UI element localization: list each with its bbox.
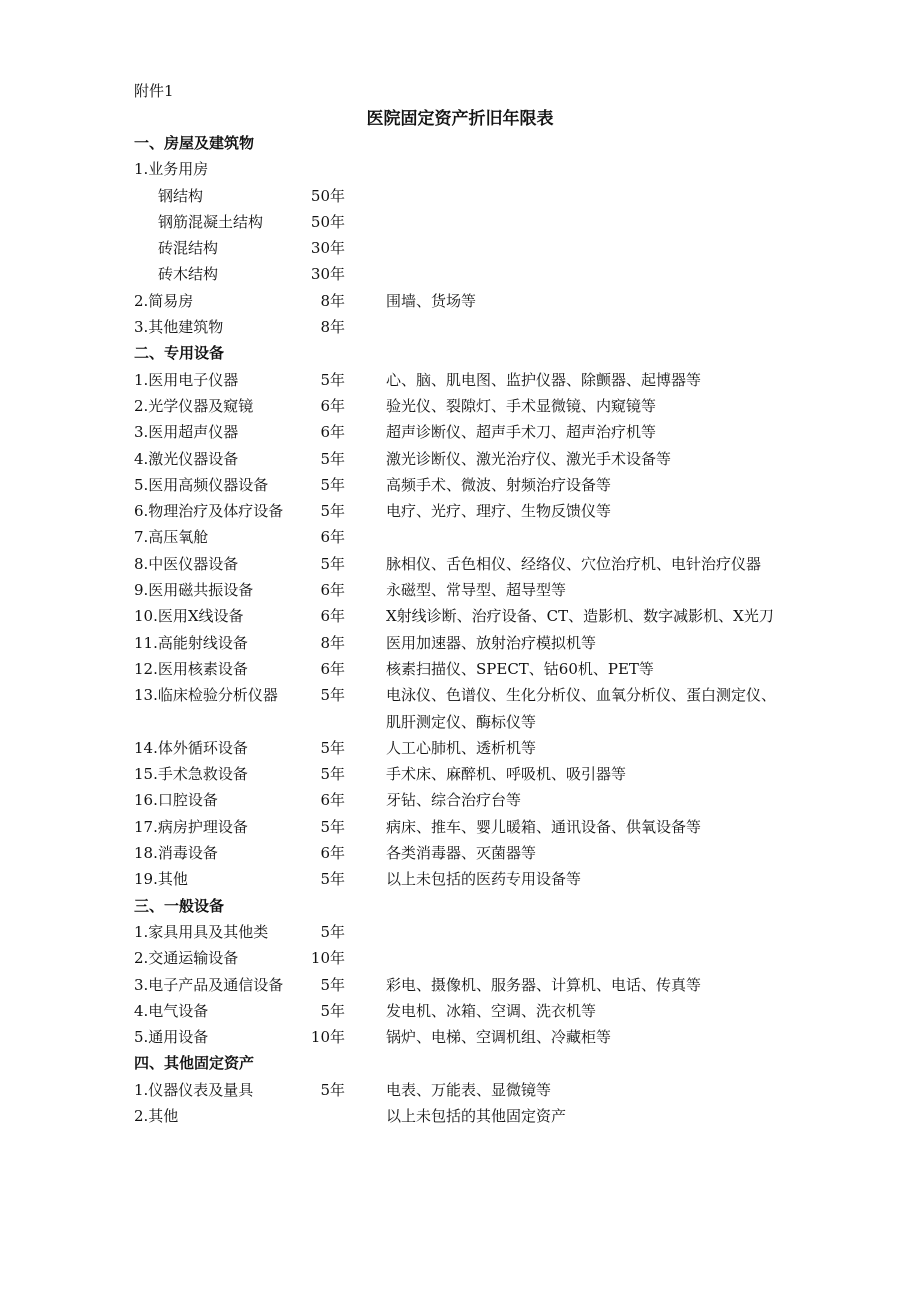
table-row — [0, 367, 920, 393]
asset-examples: 电疗、光疗、理疗、生物反馈仪等 — [386, 502, 612, 521]
table-row — [0, 866, 920, 892]
asset-name: 5.医用高频仪器设备 — [134, 475, 269, 494]
asset-name: 3.医用超声仪器 — [134, 423, 239, 442]
asset-examples: 激光诊断仪、激光治疗仪、激光手术设备等 — [386, 449, 672, 468]
depreciation-years: 5年 — [320, 475, 345, 494]
table-row — [0, 235, 920, 261]
depreciation-years: 5年 — [320, 738, 345, 757]
section-heading-text: 三、一般设备 — [134, 896, 225, 915]
section-heading — [0, 340, 920, 366]
table-row — [0, 840, 920, 866]
asset-name: 3.电子产品及通信设备 — [134, 975, 284, 994]
page-title: 医院固定资产折旧年限表 — [366, 109, 554, 129]
asset-examples: 心、脑、肌电图、监护仪器、除颤器、起博器等 — [386, 370, 702, 389]
section-heading-text: 四、其他固定资产 — [134, 1054, 255, 1073]
depreciation-years: 5年 — [320, 975, 345, 994]
asset-name: 15.手术急救设备 — [134, 765, 248, 784]
table-row — [0, 1103, 920, 1129]
asset-name: 14.体外循环设备 — [134, 738, 248, 757]
depreciation-years: 6年 — [320, 791, 345, 810]
depreciation-years: 8年 — [320, 318, 345, 337]
depreciation-table — [0, 130, 920, 1129]
depreciation-years: 10年 — [310, 949, 345, 968]
asset-name: 2.简易房 — [134, 291, 194, 310]
asset-examples: 肌肝测定仪、酶标仪等 — [386, 712, 537, 731]
table-row — [0, 972, 920, 998]
asset-examples: 围墙、货场等 — [386, 291, 477, 310]
asset-examples: 锅炉、电梯、空调机组、冷藏柜等 — [386, 1028, 612, 1047]
asset-examples: 核素扫描仪、SPECT、钴60机、PET等 — [386, 659, 654, 678]
depreciation-years: 10年 — [310, 1028, 345, 1047]
depreciation-years: 8年 — [320, 291, 345, 310]
table-row — [0, 682, 920, 708]
asset-name: 1.仪器仪表及量具 — [134, 1080, 254, 1099]
table-row — [0, 656, 920, 682]
depreciation-years: 5年 — [320, 554, 345, 573]
depreciation-years: 5年 — [320, 449, 345, 468]
table-row — [0, 761, 920, 787]
depreciation-years: 5年 — [320, 686, 345, 705]
depreciation-years: 6年 — [320, 844, 345, 863]
asset-examples: 以上未包括的其他固定资产 — [386, 1106, 567, 1125]
asset-examples: 彩电、摄像机、服务器、计算机、电话、传真等 — [386, 975, 702, 994]
depreciation-years: 5年 — [320, 1001, 345, 1020]
attachment-label: 附件1 — [134, 82, 174, 100]
depreciation-years: 30年 — [310, 265, 345, 284]
asset-name: 砖木结构 — [158, 265, 219, 284]
depreciation-years: 6年 — [320, 607, 345, 626]
table-row — [0, 393, 920, 419]
asset-name: 5.通用设备 — [134, 1028, 209, 1047]
table-row — [0, 919, 920, 945]
asset-name: 12.医用核素设备 — [134, 659, 248, 678]
depreciation-years: 8年 — [320, 633, 345, 652]
asset-examples: 病床、推车、婴儿暖箱、通讯设备、供氧设备等 — [386, 817, 702, 836]
asset-name: 8.中医仪器设备 — [134, 554, 239, 573]
table-row — [0, 183, 920, 209]
asset-name: 13.临床检验分析仪器 — [134, 686, 278, 705]
table-row — [0, 735, 920, 761]
depreciation-years: 5年 — [320, 765, 345, 784]
asset-examples: 以上未包括的医药专用设备等 — [386, 870, 582, 889]
asset-name: 砖混结构 — [158, 239, 219, 258]
depreciation-years: 5年 — [320, 817, 345, 836]
depreciation-years: 5年 — [320, 870, 345, 889]
section-heading — [0, 893, 920, 919]
table-row — [0, 603, 920, 629]
asset-name: 18.消毒设备 — [134, 844, 218, 863]
asset-name: 2.交通运输设备 — [134, 949, 239, 968]
asset-examples: 脉相仪、舌色相仪、经络仪、穴位治疗机、电针治疗仪器 — [386, 554, 762, 573]
asset-name: 3.其他建筑物 — [134, 318, 224, 337]
asset-examples: 超声诊断仪、超声手术刀、超声治疗机等 — [386, 423, 657, 442]
table-row — [0, 1024, 920, 1050]
asset-name: 4.电气设备 — [134, 1001, 209, 1020]
table-row — [0, 419, 920, 445]
depreciation-years: 50年 — [310, 186, 345, 205]
depreciation-years: 50年 — [310, 212, 345, 231]
table-row — [0, 998, 920, 1024]
depreciation-years: 6年 — [320, 581, 345, 600]
asset-name: 钢筋混凝土结构 — [158, 212, 264, 231]
asset-examples: 永磁型、常导型、超导型等 — [386, 581, 567, 600]
asset-name: 17.病房护理设备 — [134, 817, 248, 836]
asset-name: 钢结构 — [158, 186, 204, 205]
asset-examples: 电泳仪、色谱仪、生化分析仪、血氧分析仪、蛋白测定仪、 — [386, 686, 777, 705]
asset-name: 4.激光仪器设备 — [134, 449, 239, 468]
table-row — [0, 498, 920, 524]
section-heading — [0, 130, 920, 156]
asset-name: 16.口腔设备 — [134, 791, 218, 810]
depreciation-years: 5年 — [320, 922, 345, 941]
asset-name: 19.其他 — [134, 870, 188, 889]
asset-examples: 人工心肺机、透析机等 — [386, 738, 537, 757]
depreciation-years: 30年 — [310, 239, 345, 258]
table-row — [0, 288, 920, 314]
table-row — [0, 314, 920, 340]
asset-examples: 验光仪、裂隙灯、手术显微镜、内窥镜等 — [386, 396, 657, 415]
asset-examples: 牙钻、综合治疗台等 — [386, 791, 522, 810]
depreciation-years: 5年 — [320, 1080, 345, 1099]
section-heading-text: 二、专用设备 — [134, 344, 225, 363]
section-heading-text: 一、房屋及建筑物 — [134, 134, 255, 152]
asset-name: 1.医用电子仪器 — [134, 370, 239, 389]
asset-name: 11.高能射线设备 — [134, 633, 248, 652]
asset-examples: 电表、万能表、显微镜等 — [386, 1080, 552, 1099]
table-row — [0, 472, 920, 498]
table-row — [0, 1077, 920, 1103]
table-row — [0, 814, 920, 840]
table-row — [0, 261, 920, 287]
asset-name: 1.业务用房 — [134, 160, 209, 179]
table-row — [0, 524, 920, 550]
table-row — [0, 787, 920, 813]
table-row — [0, 577, 920, 603]
asset-name: 7.高压氧舱 — [134, 528, 209, 547]
asset-name: 9.医用磁共振设备 — [134, 581, 254, 600]
asset-examples: 发电机、冰箱、空调、洗衣机等 — [386, 1001, 597, 1020]
asset-name: 10.医用X线设备 — [134, 607, 244, 626]
asset-examples: 高频手术、微波、射频治疗设备等 — [386, 475, 612, 494]
asset-examples: 手术床、麻醉机、呼吸机、吸引器等 — [386, 765, 627, 784]
asset-name: 2.其他 — [134, 1106, 179, 1125]
depreciation-years: 5年 — [320, 370, 345, 389]
table-row — [0, 630, 920, 656]
asset-examples: 各类消毒器、灭菌器等 — [386, 844, 537, 863]
depreciation-years: 6年 — [320, 396, 345, 415]
table-row — [0, 209, 920, 235]
depreciation-years: 6年 — [320, 659, 345, 678]
table-row — [0, 446, 920, 472]
asset-name: 6.物理治疗及体疗设备 — [134, 502, 284, 521]
depreciation-years: 6年 — [320, 423, 345, 442]
section-heading — [0, 1050, 920, 1076]
asset-examples: X射线诊断、治疗设备、CT、造影机、数字减影机、X光刀 — [386, 607, 774, 626]
depreciation-years: 6年 — [320, 528, 345, 547]
table-row — [0, 551, 920, 577]
table-row — [0, 945, 920, 971]
asset-name: 1.家具用具及其他类 — [134, 922, 269, 941]
table-row-continuation — [0, 709, 920, 735]
table-row — [0, 156, 920, 182]
depreciation-years: 5年 — [320, 502, 345, 521]
asset-examples: 医用加速器、放射治疗模拟机等 — [386, 633, 597, 652]
asset-name: 2.光学仪器及窥镜 — [134, 396, 254, 415]
